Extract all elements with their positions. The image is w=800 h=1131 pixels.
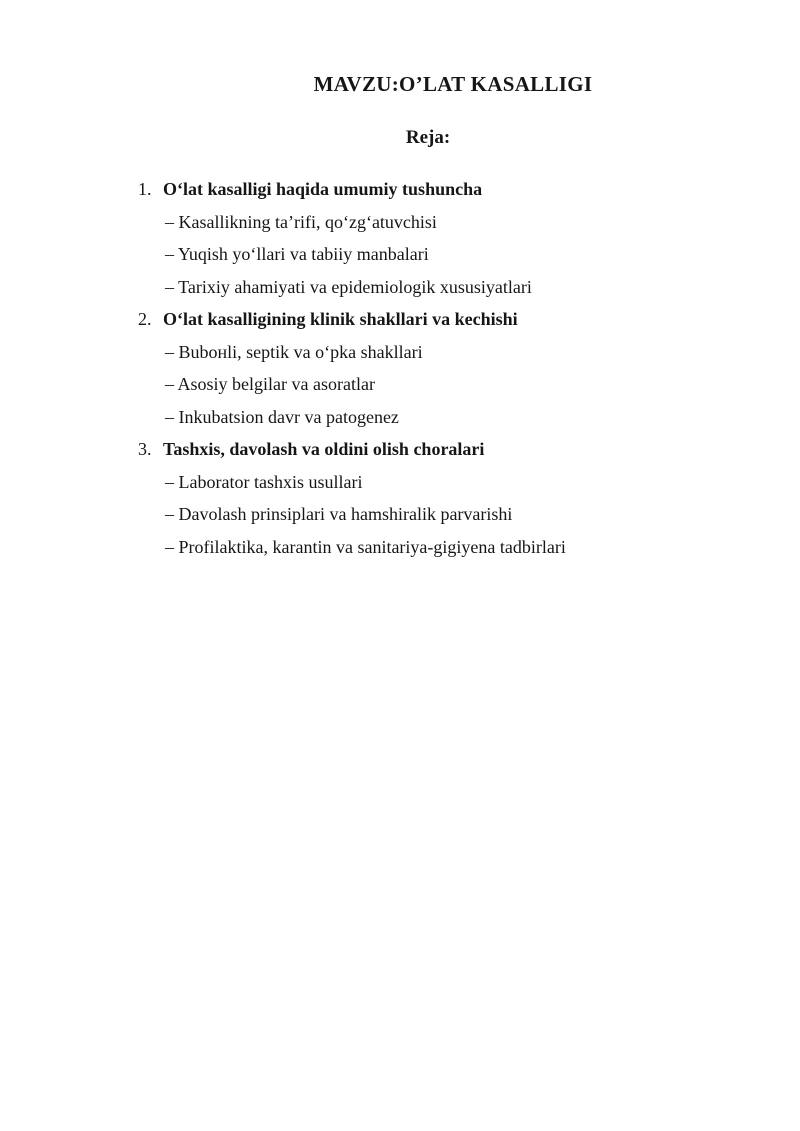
document-title-row — [114, 0, 686, 95]
section-heading-text: Tashxis, davolash va oldini olish choralari — [163, 439, 485, 459]
outline-item: – Inkubatsion davr va patogenez — [165, 406, 399, 427]
outline-section-1 — [114, 173, 686, 303]
outline-item: – Tarixiy ahamiyati va epidemiologik xususiyatlari — [165, 276, 532, 297]
outline-section-3 — [114, 433, 686, 563]
section-heading — [114, 303, 686, 336]
outline-item: – Laborator tashxis usullari — [165, 471, 363, 492]
section-number: 3. — [138, 439, 152, 459]
outline-section-2 — [114, 303, 686, 433]
document-subtitle: Reja: — [405, 127, 451, 148]
outline-item: – Yuqish yoʻllari va tabiiy manbalari — [165, 244, 429, 264]
section-heading-text: Oʻlat kasalligi haqida umumiy tushuncha — [163, 179, 483, 199]
outline-list — [114, 173, 686, 563]
outline-item: – Profilaktika, karantin va sanitariya-gigiyena tadbirlari — [165, 536, 566, 557]
section-heading — [114, 433, 686, 466]
section-heading — [114, 173, 686, 206]
section-heading-text: Oʻlat kasalligining klinik shakllari va kechishi — [163, 309, 518, 329]
section-number: 2. — [138, 309, 152, 329]
document-subtitle-row — [114, 128, 686, 147]
outline-item: – Asosiy belgilar va asoratlar — [165, 374, 375, 394]
outline-item: – Buboнli, septik va oʻpka shakllari — [165, 341, 423, 362]
document-title: MAVZU:O’LAT KASALLIGI — [313, 72, 593, 96]
section-number: 1. — [138, 179, 152, 199]
outline-item: – Kasallikning ta’rifi, qoʻzgʻatuvchisi — [165, 211, 437, 232]
outline-item: – Davolash prinsiplari va hamshiralik parvarishi — [165, 504, 513, 524]
